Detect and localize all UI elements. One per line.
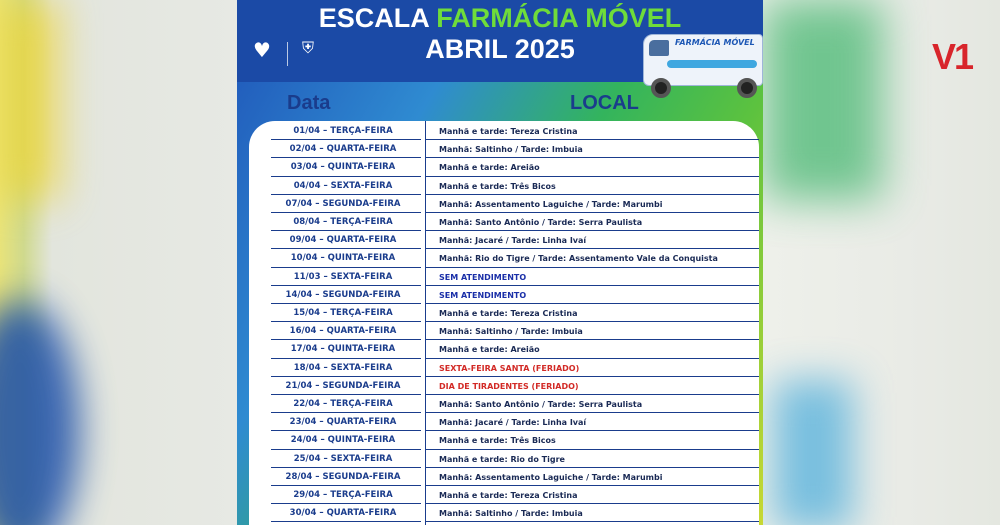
table-row	[249, 450, 759, 468]
row-date: 22/04 – TERÇA-FEIRA	[271, 395, 421, 413]
row-location: SEM ATENDIMENTO	[425, 286, 759, 304]
row-location: Manhã: Santo Antônio / Tarde: Serra Paulista	[425, 213, 759, 231]
row-date: 16/04 – QUARTA-FEIRA	[271, 322, 421, 340]
table-row	[249, 322, 759, 340]
row-date: 21/04 – SEGUNDA-FEIRA	[271, 377, 421, 395]
table-row	[249, 359, 759, 377]
title-prefix: ESCALA	[318, 3, 437, 33]
row-date: 23/04 – QUARTA-FEIRA	[271, 413, 421, 431]
table-row	[249, 340, 759, 358]
schedule-table	[249, 121, 759, 525]
table-row	[249, 231, 759, 249]
table-row	[249, 504, 759, 522]
row-location: Manhã e tarde: Areião	[425, 340, 759, 358]
row-date: 07/04 – SEGUNDA-FEIRA	[271, 195, 421, 213]
row-location: Manhã: Santo Antônio / Tarde: Serra Paulista	[425, 395, 759, 413]
institution-logos	[243, 38, 323, 70]
crest-logo-icon: ⛨	[301, 38, 314, 57]
table-row	[249, 213, 759, 231]
row-date: 25/04 – SEXTA-FEIRA	[271, 450, 421, 468]
row-date: 01/04 – TERÇA-FEIRA	[271, 122, 421, 140]
table-row	[249, 158, 759, 176]
table-row	[249, 249, 759, 267]
poster-header	[237, 0, 763, 82]
van-window	[649, 40, 669, 56]
row-date: 02/04 – QUARTA-FEIRA	[271, 140, 421, 158]
row-date: 14/04 – SEGUNDA-FEIRA	[271, 286, 421, 304]
row-location: DIA DE TIRADENTES (FERIADO)	[425, 377, 759, 395]
poster-subtitle: ABRIL 2025	[425, 34, 575, 64]
row-date: 15/04 – TERÇA-FEIRA	[271, 304, 421, 322]
row-date: 03/04 – QUINTA-FEIRA	[271, 158, 421, 176]
schedule-poster	[237, 0, 763, 525]
column-header-local: LOCAL	[570, 92, 639, 114]
row-date: 10/04 – QUINTA-FEIRA	[271, 249, 421, 267]
title-accent: FARMÁCIA MÓVEL	[436, 3, 682, 33]
row-location: Manhã: Rio do Tigre / Tarde: Assentamento Vale da Conquista	[425, 249, 759, 267]
table-row	[249, 122, 759, 140]
row-date: 18/04 – SEXTA-FEIRA	[271, 359, 421, 377]
row-location: Manhã e tarde: Tereza Cristina	[425, 122, 759, 140]
row-date: 29/04 – TERÇA-FEIRA	[271, 486, 421, 504]
heart-logo-icon: ♥	[253, 38, 271, 62]
table-row	[249, 377, 759, 395]
table-row	[249, 304, 759, 322]
table-row	[249, 268, 759, 286]
row-location: Manhã: Saltinho / Tarde: Imbuia	[425, 140, 759, 158]
row-location: Manhã: Jacaré / Tarde: Linha Ivaí	[425, 413, 759, 431]
row-location: SEM ATENDIMENTO	[425, 268, 759, 286]
pharmacy-van-illustration	[637, 28, 763, 98]
row-location: Manhã: Jacaré / Tarde: Linha Ivaí	[425, 231, 759, 249]
table-row	[249, 486, 759, 504]
row-date: 30/04 – QUARTA-FEIRA	[271, 504, 421, 522]
table-row	[249, 413, 759, 431]
background-blur-shape	[0, 300, 80, 525]
table-row	[249, 395, 759, 413]
column-header-date: Data	[287, 92, 331, 114]
row-date: 09/04 – QUARTA-FEIRA	[271, 231, 421, 249]
row-location: Manhã: Saltinho / Tarde: Imbuia	[425, 504, 759, 522]
blurred-background-left	[0, 0, 237, 525]
row-location: Manhã e tarde: Tereza Cristina	[425, 486, 759, 504]
table-row	[249, 140, 759, 158]
wheel-icon	[651, 78, 671, 98]
wheel-icon	[737, 78, 757, 98]
row-location: SEXTA-FEIRA SANTA (FERIADO)	[425, 359, 759, 377]
row-date: 04/04 – SEXTA-FEIRA	[271, 177, 421, 195]
blurred-background-right	[763, 0, 1000, 525]
table-row	[249, 177, 759, 195]
table-row	[249, 431, 759, 449]
row-date: 17/04 – QUINTA-FEIRA	[271, 340, 421, 358]
logo-divider	[287, 42, 288, 66]
row-location: Manhã e tarde: Tereza Cristina	[425, 304, 759, 322]
background-blur-shape	[773, 380, 853, 525]
van-stripe	[667, 60, 757, 68]
table-row	[249, 195, 759, 213]
row-location: Manhã: Assentamento Laguiche / Tarde: Marumbi	[425, 468, 759, 486]
background-blur-shape	[763, 0, 883, 200]
table-row	[249, 468, 759, 486]
table-row	[249, 286, 759, 304]
brand-logo: V1	[931, 36, 972, 77]
row-date: 28/04 – SEGUNDA-FEIRA	[271, 468, 421, 486]
row-location: Manhã: Assentamento Laguiche / Tarde: Marumbi	[425, 195, 759, 213]
row-location: Manhã e tarde: Rio do Tigre	[425, 450, 759, 468]
van-label: FARMÁCIA MÓVEL	[675, 38, 755, 47]
row-location: Manhã e tarde: Areião	[425, 158, 759, 176]
row-location: Manhã e tarde: Três Bicos	[425, 177, 759, 195]
row-date: 24/04 – QUINTA-FEIRA	[271, 431, 421, 449]
row-location: Manhã: Saltinho / Tarde: Imbuia	[425, 322, 759, 340]
background-blur-shape	[0, 0, 60, 200]
row-location: Manhã e tarde: Três Bicos	[425, 431, 759, 449]
row-date: 08/04 – TERÇA-FEIRA	[271, 213, 421, 231]
row-date: 11/03 – SEXTA-FEIRA	[271, 268, 421, 286]
